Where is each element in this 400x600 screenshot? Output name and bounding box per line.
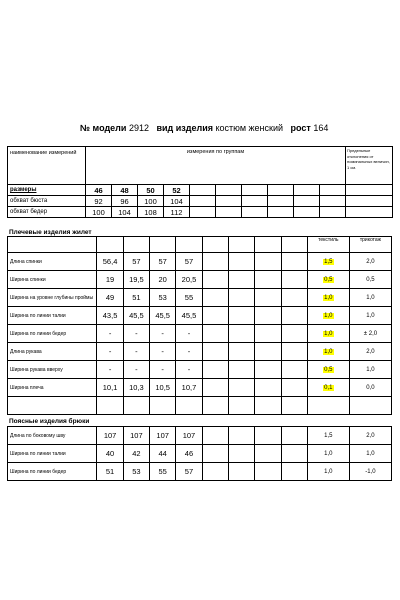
row-label: Ширина по линии бедер [8,325,97,343]
size-cell: 52 [164,185,190,196]
knit-header: трикотаж [349,237,391,253]
textile-value: 0,5 [324,366,333,373]
value-cell: 20 [150,271,176,289]
sizes-row [8,185,393,196]
value-cell: 57 [176,463,202,481]
table-row [8,289,392,307]
value-cell: 57 [150,253,176,271]
table-row [8,343,392,361]
textile-value: 0,1 [324,384,333,391]
knit-value: 1,0 [349,361,391,379]
value-cell: - [150,325,176,343]
knit-value: 0,0 [349,379,391,397]
value-cell: 104 [164,196,190,207]
value-cell: 40 [97,445,123,463]
value-cell: 49 [97,289,123,307]
vest-table [7,236,392,415]
textile-value: 1,0 [324,312,333,319]
table-row [8,307,392,325]
table-row [8,361,392,379]
table-row [8,196,393,207]
value-cell: 57 [123,253,149,271]
tolerance-header-text: Предельные отклонения от номинальных величин, 1 см. [347,148,390,170]
value-cell: 96 [112,196,138,207]
row-label: Ширина по линии талии [8,307,97,325]
table-row [8,379,392,397]
size-cell: 48 [112,185,138,196]
value-cell: 19 [97,271,123,289]
knit-value: 1,0 [349,307,391,325]
value-cell: 100 [86,207,112,218]
value-cell: 92 [86,196,112,207]
name-header-text: наименование измерений [10,150,77,156]
value-cell: 107 [123,427,149,445]
pants-table [7,426,392,481]
page-title [80,123,328,133]
value-cell: - [97,361,123,379]
size-cell: 50 [138,185,164,196]
value-cell: 10,5 [150,379,176,397]
table-row [8,253,392,271]
name-header [8,147,86,185]
value-cell: - [150,361,176,379]
table-row [8,325,392,343]
knit-value: 2,0 [349,427,391,445]
model-value: 2912 [128,123,149,133]
value-cell: 19,5 [123,271,149,289]
model-label: № модели [80,123,127,133]
row-label: Длина спинки [8,253,97,271]
value-cell: 104 [112,207,138,218]
value-cell: 45,5 [176,307,202,325]
value-cell: - [123,325,149,343]
table-row [8,463,392,481]
textile-value: 1,0 [307,463,349,481]
value-cell: 10,3 [123,379,149,397]
value-cell: 45,5 [123,307,149,325]
textile-value: 0,5 [324,276,333,283]
row-label: Ширина по линии талии [8,445,97,463]
row-label: обхват бюста [8,196,86,207]
size-table [7,146,393,218]
value-cell: 45,5 [150,307,176,325]
value-cell: 56,4 [97,253,123,271]
value-cell: - [123,361,149,379]
height-value: 164 [313,123,329,133]
textile-header: текстиль [307,237,349,253]
knit-value: ± 2,0 [349,325,391,343]
vest-header-row [8,237,392,253]
textile-value: 1,0 [324,294,333,301]
row-label: Ширина на уровне глубины проймы [8,289,97,307]
textile-value: 1,0 [324,330,333,337]
value-cell: - [176,325,202,343]
knit-value: 1,0 [349,289,391,307]
knit-value: -1,0 [349,463,391,481]
table-row [8,445,392,463]
table-row [8,427,392,445]
row-label: Длина рукава [8,343,97,361]
value-cell: 53 [150,289,176,307]
knit-value: 2,0 [349,343,391,361]
value-cell: 107 [150,427,176,445]
value-cell: 51 [97,463,123,481]
kind-label: вид изделия [156,123,213,133]
value-cell: - [176,343,202,361]
textile-value: 1,0 [307,445,349,463]
vest-section-title: Плечевые изделия жилет [9,229,92,236]
value-cell: 108 [138,207,164,218]
row-label: обхват бедер [8,207,86,218]
row-label: Ширина спинки [8,271,97,289]
tolerance-header [346,147,393,185]
row-label: Ширина плеча [8,379,97,397]
row-label: Ширина рукава вверху [8,361,97,379]
value-cell: 107 [176,427,202,445]
value-cell: - [150,343,176,361]
value-cell: 57 [176,253,202,271]
size-cell: 46 [86,185,112,196]
value-cell: 112 [164,207,190,218]
groups-header [86,147,346,185]
textile-value: 1,5 [307,427,349,445]
value-cell: 10,7 [176,379,202,397]
value-cell: 51 [123,289,149,307]
textile-value: 1,0 [324,348,333,355]
value-cell: 46 [176,445,202,463]
value-cell: 53 [123,463,149,481]
value-cell: 107 [97,427,123,445]
knit-value: 2,0 [349,253,391,271]
value-cell: - [97,325,123,343]
kind-value: костюм женский [215,123,284,133]
value-cell: 44 [150,445,176,463]
value-cell: 10,1 [97,379,123,397]
value-cell: 20,5 [176,271,202,289]
value-cell: - [123,343,149,361]
table-row-empty [8,397,392,415]
row-label: Ширина по линии бедер [8,463,97,481]
value-cell: - [176,361,202,379]
value-cell: 55 [150,463,176,481]
pants-section-title: Поясные изделия брюки [9,418,90,425]
table-row [8,271,392,289]
value-cell: 43,5 [97,307,123,325]
row-label: Длина по боковому шву [8,427,97,445]
knit-value: 1,0 [349,445,391,463]
value-cell: 100 [138,196,164,207]
height-label: рост [290,123,311,133]
value-cell: - [97,343,123,361]
groups-header-text: измерения по группам [186,149,245,155]
value-cell: 55 [176,289,202,307]
textile-value: 1,5 [324,258,333,265]
knit-value: 0,5 [349,271,391,289]
table-row [8,207,393,218]
value-cell: 42 [123,445,149,463]
sizes-label: размеры [10,187,37,193]
